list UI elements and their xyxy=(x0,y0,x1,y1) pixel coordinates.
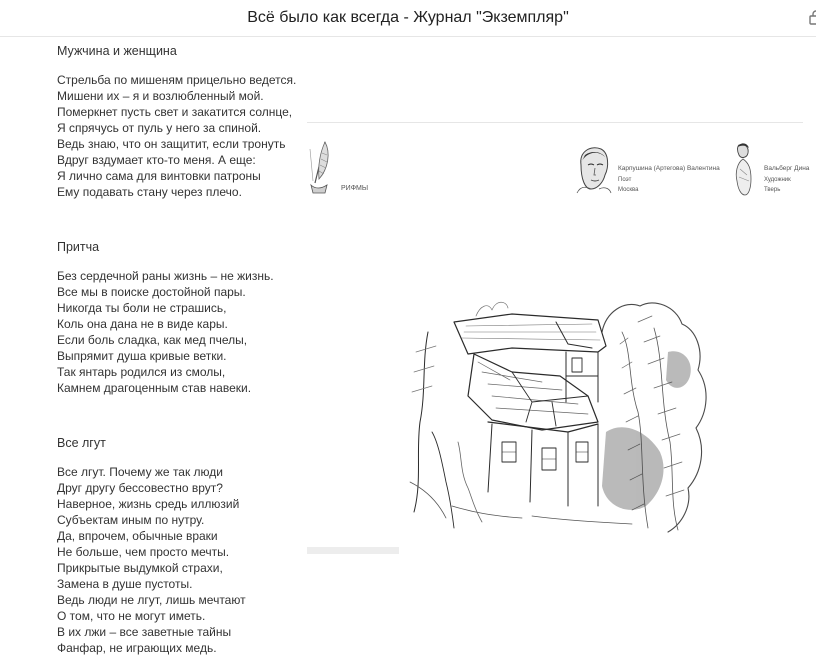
poem-line: Ведь люди не лгут, лишь мечтают xyxy=(57,593,246,607)
poem xyxy=(57,238,302,396)
author-city: Тверь xyxy=(764,187,781,193)
poem-line: Я спрячусь от пуль у него за спиной. xyxy=(57,121,262,135)
poem-line: Да, впрочем, обычные враки xyxy=(57,529,218,543)
author-name[interactable]: Карпушина (Артегова) Валентина xyxy=(618,165,720,172)
poem-line: Стрельба по мишеням прицельно ведется. xyxy=(57,73,297,87)
poems-column xyxy=(57,42,302,656)
poem-line: Все лгут. Почему же так люди xyxy=(57,465,224,479)
author-portrait[interactable] xyxy=(731,141,755,197)
poem-line: Не больше, чем просто мечты. xyxy=(57,545,230,559)
poem xyxy=(57,434,302,656)
poem-line: Друг другу бессовестно врут? xyxy=(57,481,223,495)
author-role: Поэт xyxy=(618,177,632,183)
author-name[interactable]: Вальберг Дина xyxy=(764,165,810,172)
poem-line: Фанфар, не играющих медь. xyxy=(57,641,217,655)
authors-banner xyxy=(307,122,810,203)
window-titlebar xyxy=(0,0,816,37)
poem-line: Без сердечной раны жизнь – не жизнь. xyxy=(57,269,274,283)
poem-line: О том, что не могут иметь. xyxy=(57,609,206,623)
poem-line: В их лжи – все заветные тайны xyxy=(57,625,232,639)
poem-line: Мишени их – я и возлюбленный мой. xyxy=(57,89,264,103)
poem-line: Коль она дана не в виде кары. xyxy=(57,317,228,331)
poem-line: Камнем драгоценным став навеки. xyxy=(57,381,252,395)
poem-line: Наверное, жизнь средь иллюзий xyxy=(57,497,240,511)
poem-line: Субъектам иным по нутру. xyxy=(57,513,205,527)
window-title: Всё было как всегда - Журнал "Экземпляр" xyxy=(247,9,569,26)
poem-line: Вдруг вздумает кто-то меня. А еще: xyxy=(57,153,256,167)
poem-line: Замена в душе пустоты. xyxy=(57,577,193,591)
poem-line: Ведь знаю, что он защитит, если тронуть xyxy=(57,137,286,151)
poem-line: Прикрытые выдумкой страхи, xyxy=(57,561,223,575)
poem-line: Ему подавать стану через плечо. xyxy=(57,185,242,199)
poem-line: Выпрямит душа кривые ветки. xyxy=(57,349,227,363)
section-label: РИФМЫ xyxy=(341,185,369,192)
house-sketch-image xyxy=(392,292,718,538)
author-city: Москва xyxy=(618,187,639,193)
lock-icon xyxy=(808,9,816,25)
poem-line: Померкнет пусть свет и закатится солнце, xyxy=(57,105,293,119)
poem-line: Так янтарь родился из смолы, xyxy=(57,365,226,379)
poem-title: Мужчина и женщина xyxy=(57,44,177,58)
author-role: Художник xyxy=(764,177,791,183)
poem xyxy=(57,42,302,200)
poem-line: Если боль сладка, как мед пчелы, xyxy=(57,333,248,347)
poem-line: Я лично сама для винтовки патроны xyxy=(57,169,261,183)
poem-line: Все мы в поиске достойной пары. xyxy=(57,285,246,299)
image-caption-strip xyxy=(307,547,399,554)
poem-title: Все лгут xyxy=(57,436,106,450)
author-portrait[interactable] xyxy=(575,143,613,195)
poem-title: Притча xyxy=(57,240,100,254)
poem-line: Никогда ты боли не страшись, xyxy=(57,301,227,315)
quill-logo-icon[interactable] xyxy=(307,139,333,195)
